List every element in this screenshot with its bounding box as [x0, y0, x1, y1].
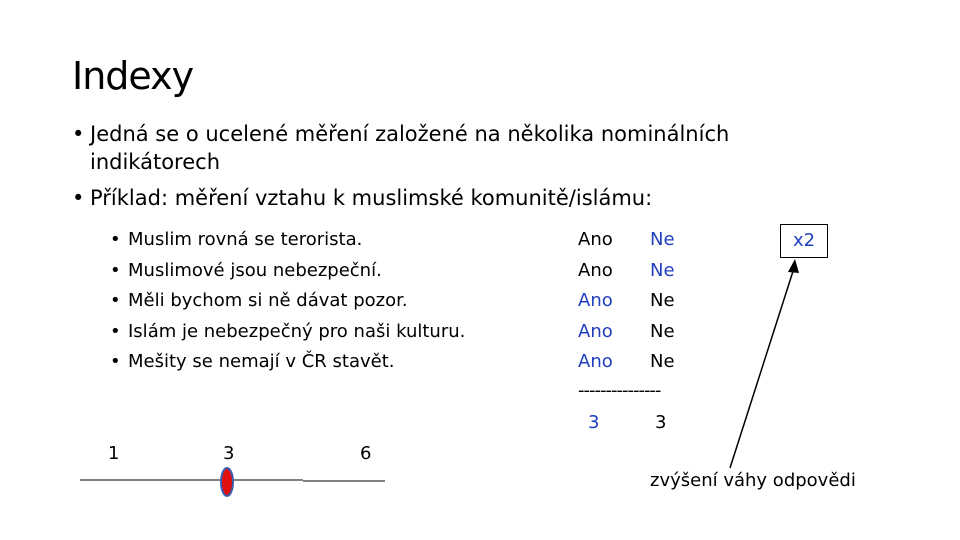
multiplier-box: x2 [780, 224, 828, 258]
scale-mid-label: 3 [223, 443, 235, 464]
main-bullet-text: Jedná se o ucelené měření založené na několika nominálních indikátorech [90, 122, 730, 174]
pointer-arrow-line [730, 265, 795, 468]
bullet-dot-icon: • [110, 290, 121, 311]
arrowhead-icon [788, 259, 799, 273]
bullet-dot-icon: • [110, 351, 121, 372]
answer-yes: Ano [578, 351, 613, 372]
answer-yes: Ano [578, 320, 613, 342]
bullet-dot-icon: • [72, 122, 85, 146]
weight-note: zvýšení váhy odpovědi [650, 470, 856, 491]
bullet-dot-icon: • [110, 229, 121, 250]
bullet-dot-icon: • [72, 186, 85, 210]
bullet-dot-icon: • [110, 320, 121, 342]
answer-no: Ne [650, 259, 675, 281]
statement-text: Mešity se nemají v ČR stavět. [128, 351, 395, 372]
scale-max-label: 6 [360, 443, 372, 464]
statement-text: Muslimové jsou nebezpeční. [128, 259, 382, 281]
main-bullet-text: Příklad: měření vztahu k muslimské komunitě/islámu: [90, 186, 653, 210]
answer-no: Ne [650, 290, 675, 311]
statement-text: Muslim rovná se terorista. [128, 229, 363, 250]
answer-no: Ne [650, 351, 675, 372]
answer-yes: Ano [578, 229, 613, 250]
answer-no: Ne [650, 229, 675, 250]
slide-title: Indexy [72, 54, 194, 98]
total-no: 3 [655, 412, 667, 433]
answer-yes: Ano [578, 259, 613, 281]
scale-min-label: 1 [108, 443, 120, 464]
statement-text: Měli bychom si ně dávat pozor. [128, 290, 408, 311]
answer-yes: Ano [578, 290, 613, 311]
total-yes: 3 [588, 412, 600, 433]
answer-no: Ne [650, 320, 675, 342]
statement-text: Islám je nebezpečný pro naši kulturu. [128, 320, 466, 342]
sum-separator: --------------- [578, 380, 661, 401]
scale-marker [221, 468, 233, 496]
bullet-dot-icon: • [110, 259, 121, 281]
